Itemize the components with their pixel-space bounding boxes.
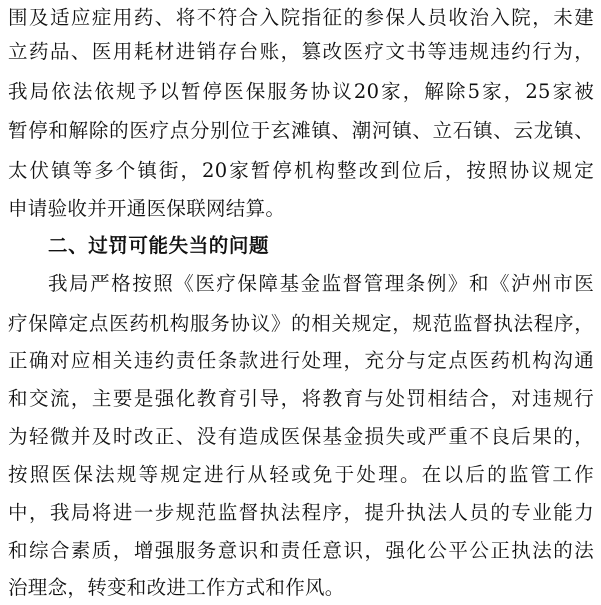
paragraph-2-line-7: 中，我局将进一步规范监督执法程序，提升执法人员的专业能力 (8, 501, 594, 524)
paragraph-2-line-9: 治理念，转变和改进工作方式和作风。 (8, 576, 345, 599)
paragraph-2-line-5: 为轻微并及时改正、没有造成医保基金损失或严重不良后果的， (8, 425, 594, 448)
paragraph-1-line-3: 我局依法依规予以暂停医保服务协议20家，解除5家，25家被 (8, 80, 594, 103)
paragraph-1-line-6: 申请验收并开通医保联网结算。 (8, 197, 286, 220)
section-heading: 二、过罚可能失当的问题 (48, 234, 270, 257)
paragraph-1-line-4: 暂停和解除的医疗点分别位于玄滩镇、潮河镇、立石镇、云龙镇、 (8, 119, 594, 142)
paragraph-2-line-8: 和综合素质，增强服务意识和责任意识，强化公平公正执法的法 (8, 539, 594, 562)
paragraph-1-line-1: 围及适应症用药、将不符合入院指征的参保人员收治入院，未建 (8, 6, 594, 29)
paragraph-1-line-5: 太伏镇等多个镇街，20家暂停机构整改到位后，按照协议规定 (8, 159, 594, 182)
paragraph-2-line-1: 我局严格按照《医疗保障基金监督管理条例》和《泸州市医 (48, 272, 594, 295)
paragraph-2-line-2: 疗保障定点医药机构服务协议》的相关规定，规范监督执法程序， (8, 312, 594, 335)
paragraph-2-line-4: 和交流，主要是强化教育引导，将教育与处罚相结合，对违规行 (8, 387, 594, 410)
paragraph-1-line-2: 立药品、医用耗材进销存台账，篡改医疗文书等违规违约行为， (8, 40, 594, 63)
paragraph-2-line-3: 正确对应相关违约责任条款进行处理，充分与定点医药机构沟通 (8, 349, 594, 372)
paragraph-2-line-6: 按照医保法规等规定进行从轻或免于处理。在以后的监管工作 (8, 463, 594, 486)
